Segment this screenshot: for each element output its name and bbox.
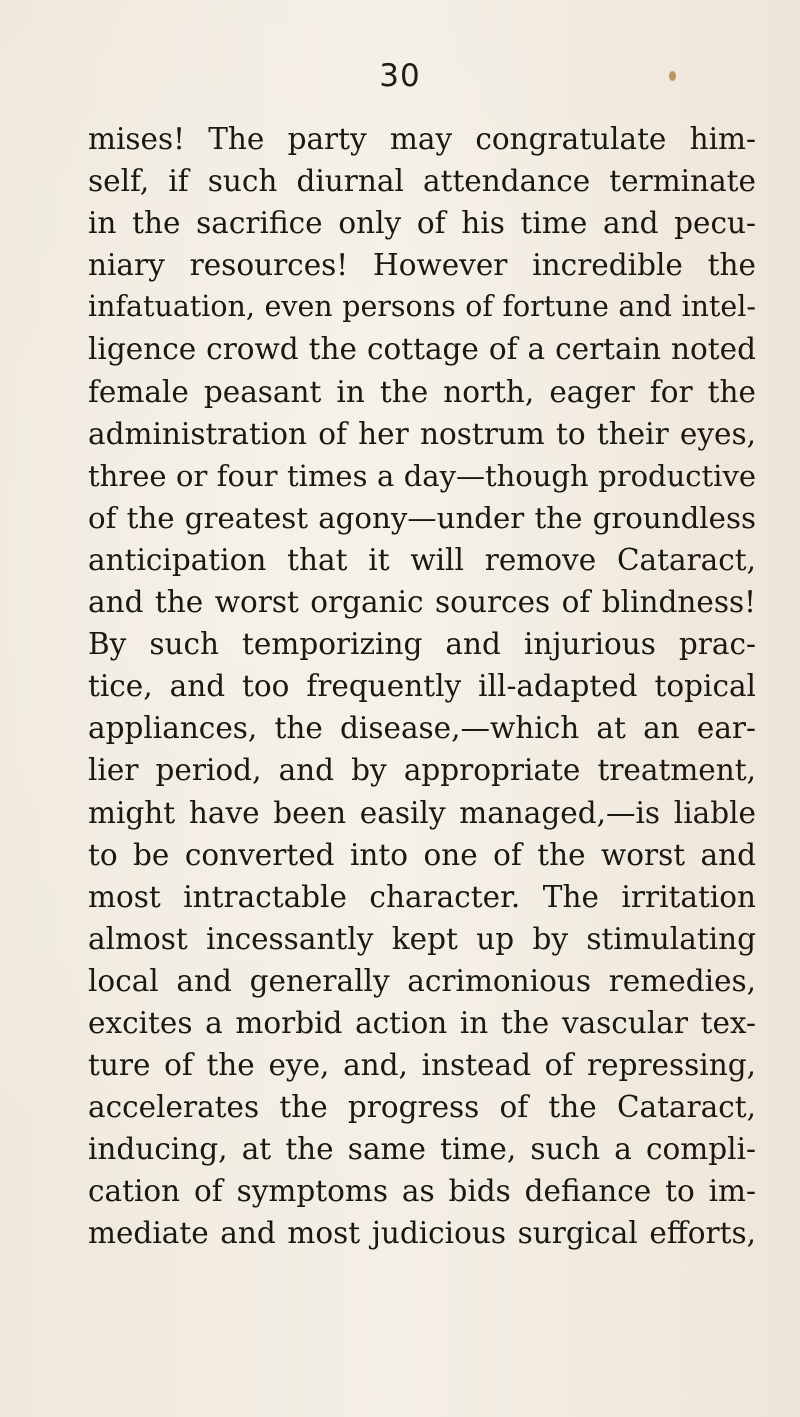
text-line: tice, and too frequently ill-adapted topical bbox=[88, 669, 756, 704]
text-line: mises! The party may congratulate him- bbox=[88, 122, 756, 156]
text-line: accelerates the progress of the Cataract, bbox=[88, 1090, 756, 1125]
text-line: almost incessantly kept up by stimulating bbox=[88, 921, 756, 956]
text-line: local and generally acrimonious remedies, bbox=[88, 963, 756, 998]
text-line: mediate and most judicious surgical efforts, bbox=[88, 1216, 756, 1251]
text-line: niary resources! However incredible the bbox=[88, 248, 756, 283]
text-line: administration of her nostrum to their eyes, bbox=[88, 416, 756, 451]
text-line: female peasant in the north, eager for the bbox=[88, 374, 756, 409]
text-line: excites a morbid action in the vascular tex- bbox=[88, 1005, 756, 1040]
text-line: By such temporizing and injurious prac- bbox=[88, 627, 756, 662]
body-text bbox=[88, 118, 756, 1255]
text-line: infatuation, even persons of fortune and intel- bbox=[88, 290, 756, 324]
text-line: inducing, at the same time, such a compli- bbox=[88, 1132, 756, 1167]
text-line: in the sacrifice only of his time and pecu- bbox=[88, 206, 756, 241]
text-line: of the greatest agony—under the groundless bbox=[88, 500, 756, 535]
text-line: most intractable character. The irritation bbox=[88, 879, 756, 914]
text-line: three or four times a day—though productive bbox=[88, 458, 756, 493]
text-line: self, if such diurnal attendance terminate bbox=[88, 164, 756, 199]
text-line: anticipation that it will remove Cataract, bbox=[88, 542, 756, 577]
text-line: and the worst organic sources of blindness! bbox=[88, 585, 756, 620]
text-line: ligence crowd the cottage of a certain noted bbox=[88, 332, 756, 367]
ink-speck bbox=[669, 71, 676, 81]
text-line: appliances, the disease,—which at an ear- bbox=[88, 711, 756, 746]
page-number: 30 bbox=[379, 58, 421, 94]
text-line: lier period, and by appropriate treatment, bbox=[88, 753, 756, 788]
text-line: to be converted into one of the worst and bbox=[88, 837, 756, 872]
text-line: might have been easily managed,—is liable bbox=[88, 795, 756, 830]
text-line: cation of symptoms as bids defiance to im- bbox=[88, 1174, 756, 1209]
text-line: ture of the eye, and, instead of repressing, bbox=[88, 1048, 756, 1083]
